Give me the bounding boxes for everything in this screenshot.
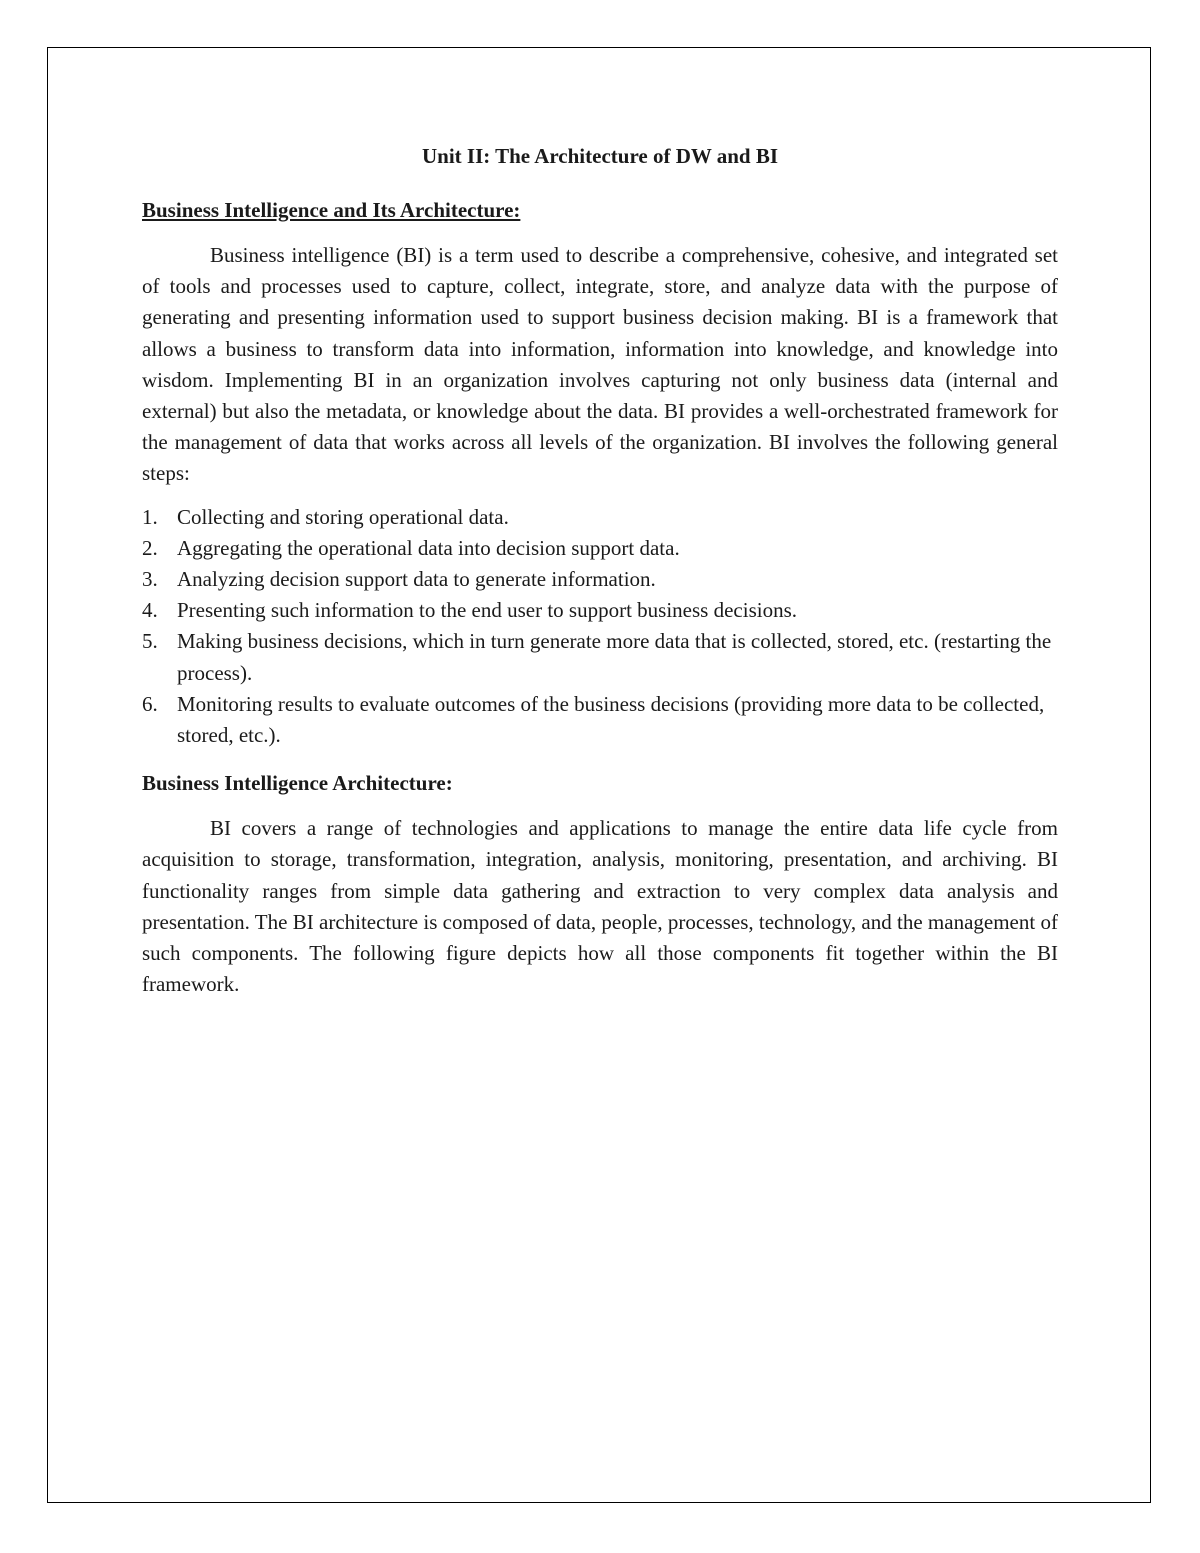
bi-definition-paragraph: Business intelligence (BI) is a term used to describe a comprehensive, cohesive, and integrated set of tools and processes used to capture, collect, integrate, store, and analyze data with the purpose of generating and presenting information used to support business decision making. BI is a framework that allows a business to transform data into information, information into knowledge, and knowledge into wisdom. Implementing BI in an organization involves capturing not only business data (internal and external) but also the metadata, or knowledge about the data. BI provides a well-orchestrated framework for the management of data that works across all levels of the organization. BI involves the following general steps: xyxy=(142,243,1058,486)
document-body xyxy=(142,140,1058,1012)
list-item xyxy=(142,564,1058,595)
list-number: 2. xyxy=(142,535,158,560)
list-item xyxy=(142,626,1058,688)
section-heading-bi-architecture-2: Business Intelligence Architecture: xyxy=(142,771,453,796)
list-text: Presenting such information to the end user to support business decisions. xyxy=(177,598,798,623)
bi-steps-list xyxy=(142,502,1058,752)
list-number: 1. xyxy=(142,504,158,529)
list-text: Analyzing decision support data to generate information. xyxy=(177,567,656,592)
bi-architecture-paragraph: BI covers a range of technologies and applications to manage the entire data life cycle from acquisition to storage, transformation, integration, analysis, monitoring, presentation, and archiving. BI functionality ranges from simple data gathering and extraction to very complex data analysis and presentation. The BI architecture is composed of data, people, processes, technology, and the management of such components. The following figure depicts how all those components fit together within the BI framework. xyxy=(142,816,1058,997)
list-item xyxy=(142,689,1058,751)
list-number: 5. xyxy=(142,629,158,654)
list-item xyxy=(142,595,1058,626)
list-number: 6. xyxy=(142,691,158,716)
list-number: 3. xyxy=(142,567,158,592)
page-title: Unit II: The Architecture of DW and BI xyxy=(421,144,779,168)
list-number: 4. xyxy=(142,598,158,623)
list-item xyxy=(142,502,1058,533)
section-heading-bi-architecture: Business Intelligence and Its Architecture: xyxy=(142,198,521,222)
list-text: Aggregating the operational data into decision support data. xyxy=(177,535,680,560)
list-text: Collecting and storing operational data. xyxy=(177,504,509,529)
list-text: Monitoring results to evaluate outcomes of the business decisions (providing more data to be collected, stored, etc.). xyxy=(177,691,1045,748)
list-text: Making business decisions, which in turn generate more data that is collected, stored, etc. (restarting the process). xyxy=(177,629,1052,685)
list-item xyxy=(142,533,1058,564)
